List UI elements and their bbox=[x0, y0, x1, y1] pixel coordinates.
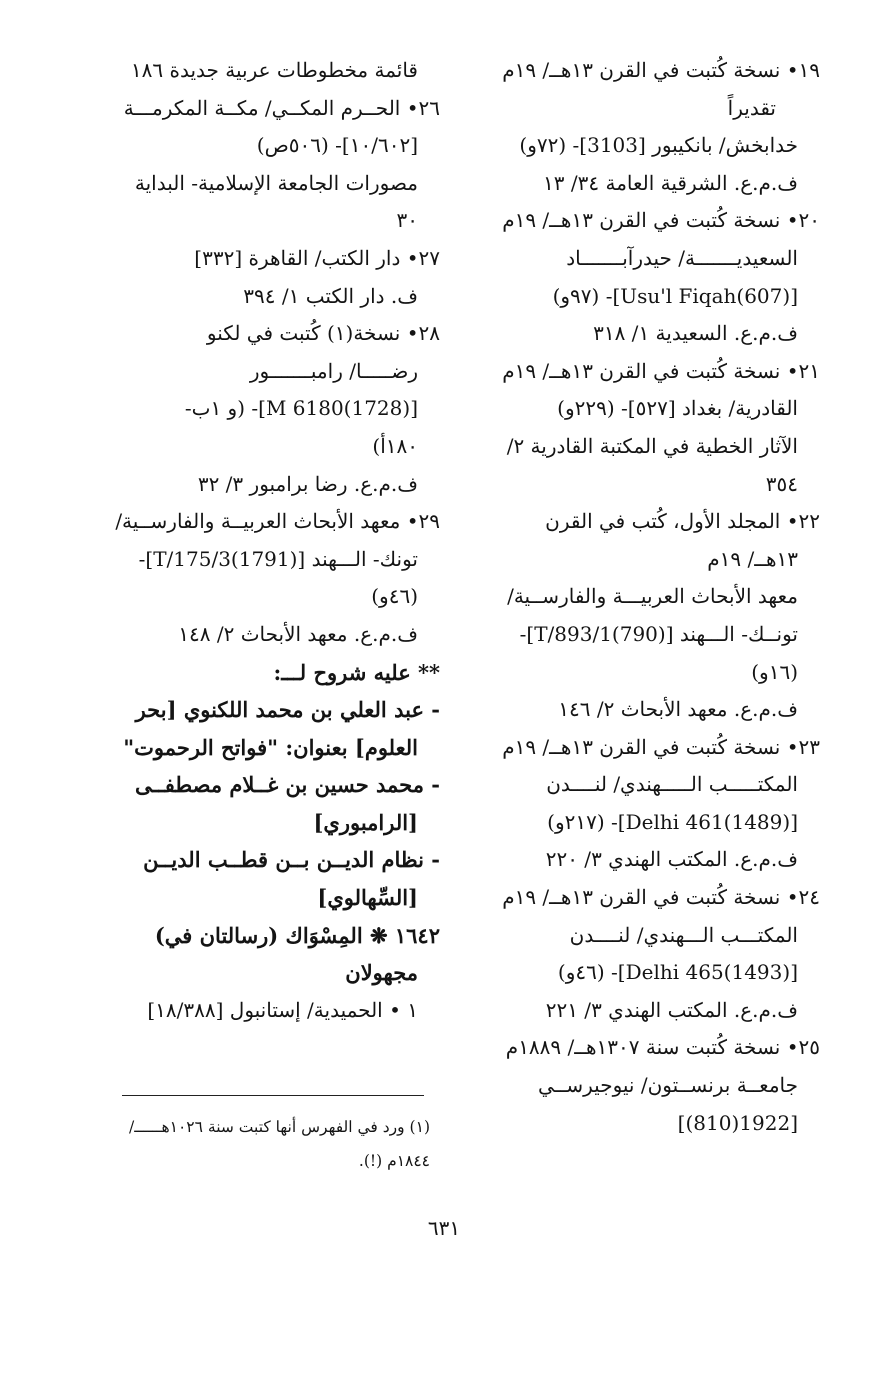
page-number: ٦٣١ bbox=[427, 1216, 461, 1240]
text-line: ف.م.ع. الشرقية العامة ٣٤/ ١٣ bbox=[543, 170, 798, 195]
text-line: ٣٥٤ bbox=[765, 471, 798, 496]
text-line: [M 6180(1728)]- (و ١ب- bbox=[184, 396, 418, 421]
text-line: ٣٠ bbox=[396, 208, 418, 233]
text-line: ١٩• نسخة كُتبت في القرن ١٣هــ/ ١٩م bbox=[502, 58, 820, 82]
text-line: المكتـــــب الـــــهندي/ لنــــدن bbox=[546, 772, 798, 797]
text-line: ١٣هــ/ ١٩م bbox=[707, 546, 798, 571]
text-line: [الرامبوري] bbox=[313, 809, 418, 835]
text-line: ف.م.ع. المكتب الهندي ٣/ ٢٢١ bbox=[545, 997, 798, 1022]
text-line: ف.م.ع. السعيدية ١/ ٣١٨ bbox=[593, 321, 798, 346]
text-line: - عبد العلي بن محمد اللكنوي [بحر bbox=[135, 697, 440, 723]
text-line: ** عليه شروح لـــ: bbox=[273, 659, 440, 685]
left-column bbox=[75, 52, 440, 1029]
text-line: ف.م.ع. رضا برامبور ٣/ ٣٢ bbox=[197, 471, 418, 496]
text-line: ٢٥• نسخة كُتبت سنة ١٣٠٧هــ/ ١٨٨٩م bbox=[505, 1035, 820, 1060]
text-line: ف.م.ع. معهد الأبحاث ٢/ ١٤٨ bbox=[178, 621, 418, 646]
text-line: ١ • الحميدية/ إستانبول [١٨/٣٨٨] bbox=[147, 997, 418, 1022]
text-line: ١٦٤٢ ❋ المِسْوَاك (رسالتان في) bbox=[154, 922, 440, 948]
text-line: - محمد حسين بن غــلام مصطفــى bbox=[134, 772, 440, 798]
text-line: تونــك- الـــهند [T/893/1(790)]- bbox=[519, 621, 798, 646]
footnote-separator bbox=[122, 1095, 424, 1096]
text-line: العلوم] بعنوان: "فواتح الرحموت" bbox=[123, 734, 418, 760]
text-line: تونك- الـــهند [T/175/3(1791)]- bbox=[138, 546, 418, 571]
text-line: ٢٦• الحــرم المكــي/ مكــة المكرمـــة bbox=[123, 95, 440, 120]
text-line: [Usu'l Fiqah(607)]- (٩٧و) bbox=[552, 283, 798, 308]
text-line: ف.م.ع. معهد الأبحاث ٢/ ١٤٦ bbox=[558, 697, 798, 722]
text-line: مجهولان bbox=[345, 960, 418, 986]
text-line: مصورات الجامعة الإسلامية- البداية bbox=[134, 170, 418, 195]
text-line: القادرية/ بغداد [٥٢٧]- (٢٢٩و) bbox=[557, 396, 798, 421]
footnote-line: (١) ورد في الفهرس أنها كتبت سنة ١٠٢٦هــــــ/ bbox=[129, 1118, 430, 1136]
text-line: ٢٧• دار الكتب/ القاهرة [٣٣٢] bbox=[194, 245, 440, 270]
text-line: رضـــــا/ رامبـــــــور bbox=[249, 358, 418, 383]
text-line: قائمة مخطوطات عربية جديدة ١٨٦ bbox=[130, 58, 418, 82]
text-line: [Delhi 461(1489)]- (٢١٧و) bbox=[547, 809, 798, 834]
text-line: ٢٤• نسخة كُتبت في القرن ١٣هــ/ ١٩م bbox=[502, 885, 820, 910]
text-line: ٢٨• نسخة(١) كُتبت في لكنو bbox=[206, 321, 440, 346]
text-line: تقديراً bbox=[727, 95, 776, 120]
text-line: المكتـــب الـــهندي/ لنــــدن bbox=[569, 922, 798, 947]
right-column bbox=[465, 52, 820, 1142]
text-line: ف. دار الكتب ١/ ٣٩٤ bbox=[243, 283, 418, 308]
text-line: ١٨٠أ) bbox=[372, 433, 418, 458]
text-line: ٢٣• نسخة كُتبت في القرن ١٣هــ/ ١٩م bbox=[502, 734, 820, 759]
text-line: ف.م.ع. المكتب الهندي ٣/ ٢٢٠ bbox=[545, 847, 798, 872]
text-line: [١٠/٦٠٢]- (٥٠٦ص) bbox=[256, 133, 418, 158]
text-line: [1922(810)] bbox=[677, 1110, 798, 1135]
text-line: خدابخش/ بانكيبور [3103]- (٧٢و) bbox=[519, 133, 798, 158]
text-line: ٢٩• معهد الأبحاث العربيــة والفارســية/ bbox=[115, 509, 440, 534]
text-line: - نظام الديــن بــن قطــب الديــن bbox=[143, 847, 440, 873]
text-line: ٢١• نسخة كُتبت في القرن ١٣هــ/ ١٩م bbox=[502, 358, 820, 383]
text-line: (٤٦و) bbox=[371, 584, 418, 609]
text-line: ٢٠• نسخة كُتبت في القرن ١٣هــ/ ١٩م bbox=[502, 208, 820, 233]
footnote-line: ١٨٤٤م (!). bbox=[358, 1152, 430, 1170]
text-line: ٢٢• المجلد الأول، كُتب في القرن bbox=[545, 509, 820, 534]
text-line: معهد الأبحاث العربيـــة والفارســية/ bbox=[507, 584, 798, 609]
text-line: الآثار الخطية في المكتبة القادرية ٢/ bbox=[506, 433, 798, 458]
text-line: جامعــة برنســتون/ نيوجيرســي bbox=[537, 1073, 798, 1098]
text-line: [Delhi 465(1493)]- (٤٦و) bbox=[557, 960, 798, 985]
text-line: السعيديـــــــة/ حيدرآبـــــــاد bbox=[566, 245, 798, 270]
text-line: (١٦و) bbox=[751, 659, 798, 684]
text-line: [السِّهالوي] bbox=[317, 885, 418, 911]
